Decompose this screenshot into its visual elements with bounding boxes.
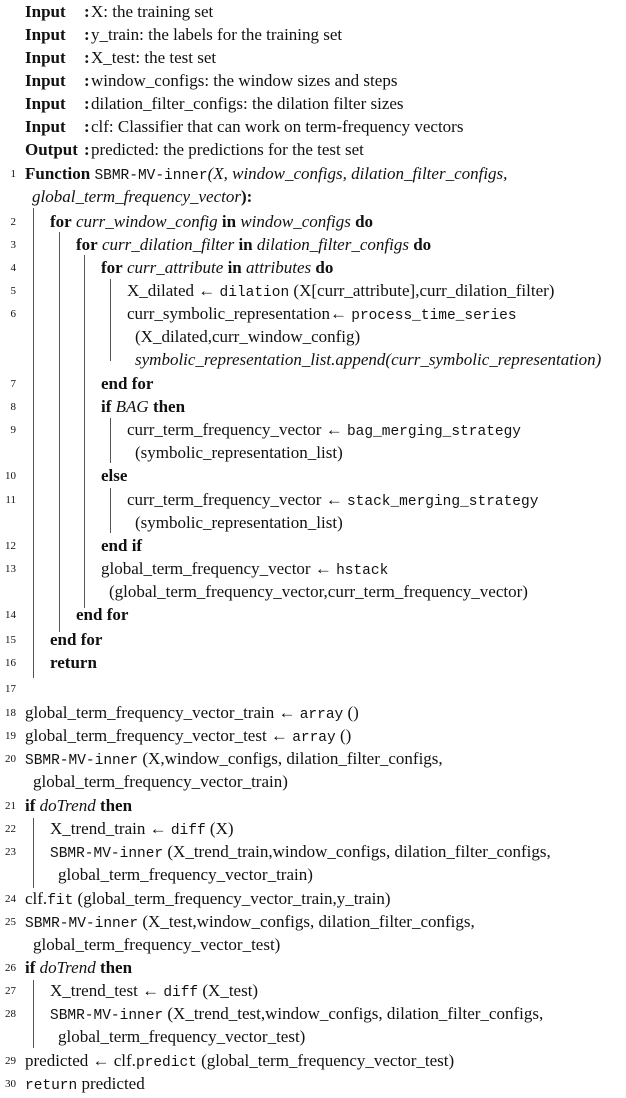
keyword: for <box>76 235 98 254</box>
statement: (X_trend_train,window_configs, dilation_filter_configs, <box>163 842 551 861</box>
line-number: 15 <box>5 634 16 646</box>
keyword: in <box>227 258 242 277</box>
indent-bar-level3 <box>84 255 85 608</box>
statement: (X_test,window_configs, dilation_filter_configs, <box>138 912 475 931</box>
line-number: 5 <box>10 285 16 297</box>
keyword: end for <box>50 630 103 649</box>
statement: predicted <box>77 1074 145 1093</box>
line-number: 20 <box>5 753 16 765</box>
line-number: 28 <box>5 1008 16 1020</box>
line-number: 19 <box>5 730 16 742</box>
statement: (X_test) <box>198 981 259 1000</box>
input-text: clf: Classifier that can work on term-frequency vectors <box>91 117 464 136</box>
statement: global_term_frequency_vector_test) <box>58 1027 306 1046</box>
function-args: (X, window_configs, dilation_filter_configs, <box>207 164 508 183</box>
input-label: Input <box>25 71 66 90</box>
colon: : <box>84 25 90 44</box>
function-call: dilation <box>219 285 290 301</box>
statement: curr_term_frequency_vector ← <box>127 420 347 439</box>
keyword-return: return <box>25 1078 78 1094</box>
keyword: if <box>25 958 36 977</box>
colon: : <box>84 117 90 136</box>
keyword: do <box>355 212 374 231</box>
variable: attributes <box>246 258 312 277</box>
function-args: global_term_frequency_vector <box>32 187 241 206</box>
indent-bar-level2 <box>59 232 60 632</box>
statement: clf. <box>25 889 48 908</box>
statement: (X,window_configs, dilation_filter_configs, <box>138 749 443 768</box>
output-text: predicted: the predictions for the test set <box>91 140 364 159</box>
colon: : <box>84 94 90 113</box>
function-call: stack_merging_strategy <box>346 494 539 510</box>
variable: curr_dilation_filter <box>101 235 235 254</box>
function-call: fit <box>47 893 74 909</box>
line-number: 21 <box>5 800 16 812</box>
statement: (X_trend_test,window_configs, dilation_filter_configs, <box>163 1004 544 1023</box>
line-number: 14 <box>5 609 16 621</box>
function-call: diff <box>170 823 206 839</box>
statement: () <box>343 703 359 722</box>
line-number: 26 <box>5 962 16 974</box>
function-call: bag_merging_strategy <box>346 424 521 440</box>
line-number: 23 <box>5 846 16 858</box>
statement: (X_dilated,curr_window_config) <box>135 327 361 346</box>
colon: : <box>84 71 90 90</box>
statement: (X) <box>205 819 234 838</box>
input-label: Input <box>25 117 66 136</box>
statement: curr_symbolic_representation← <box>127 304 352 323</box>
input-label: Input <box>25 94 66 113</box>
keyword: in <box>238 235 253 254</box>
line-number: 30 <box>5 1078 16 1090</box>
statement: X_trend_train ← <box>50 819 171 838</box>
line-number: 8 <box>10 401 16 413</box>
line-number: 13 <box>5 563 16 575</box>
statement: global_term_frequency_vector_test ← <box>25 726 293 745</box>
colon: : <box>84 48 90 67</box>
keyword: return <box>50 653 97 672</box>
variable: dilation_filter_configs <box>256 235 409 254</box>
statement: global_term_frequency_vector_train ← <box>25 703 300 722</box>
statement: global_term_frequency_vector ← <box>101 559 337 578</box>
input-label: Input <box>25 48 66 67</box>
keyword: do <box>413 235 432 254</box>
indent-bar-level1 <box>33 208 34 678</box>
line-number: 12 <box>5 540 16 552</box>
statement: X_dilated ← <box>127 281 220 300</box>
line-number: 3 <box>10 239 16 251</box>
statement: (global_term_frequency_vector,curr_term_frequency_vector) <box>109 582 528 601</box>
line-number: 27 <box>5 985 16 997</box>
line-number: 7 <box>10 378 16 390</box>
function-call: SBMR-MV-inner <box>25 753 139 769</box>
keyword: Function <box>25 164 91 183</box>
variable: curr_attribute <box>126 258 224 277</box>
function-name: SBMR-MV-inner <box>94 168 208 184</box>
variable: window_configs <box>240 212 351 231</box>
input-text: X_test: the test set <box>91 48 217 67</box>
keyword: if <box>25 796 36 815</box>
line-number: 24 <box>5 893 16 905</box>
line-number: 16 <box>5 657 16 669</box>
punctuation: ): <box>240 187 253 206</box>
function-call: predict <box>135 1055 197 1071</box>
indent-bar-if-dotrend-test <box>33 980 34 1048</box>
function-call: SBMR-MV-inner <box>50 846 164 862</box>
function-call: SBMR-MV-inner <box>50 1008 164 1024</box>
function-call: hstack <box>336 563 389 579</box>
input-label: Input <box>25 2 66 21</box>
indent-bar-if-dotrend-train <box>33 818 34 888</box>
indent-bar-else <box>110 488 111 533</box>
line-number: 2 <box>10 216 16 228</box>
line-number: 10 <box>5 470 16 482</box>
statement: symbolic_representation_list.append(curr_symbolic_representation) <box>135 350 602 369</box>
keyword: for <box>50 212 72 231</box>
keyword: then <box>99 958 133 977</box>
keyword: for <box>101 258 123 277</box>
statement: (symbolic_representation_list) <box>135 513 343 532</box>
statement: global_term_frequency_vector_train) <box>58 865 313 884</box>
input-text: window_configs: the window sizes and steps <box>91 71 398 90</box>
line-number: 17 <box>5 683 16 695</box>
variable: curr_window_config <box>75 212 218 231</box>
input-text: X: the training set <box>91 2 214 21</box>
keyword: end if <box>101 536 143 555</box>
line-number: 6 <box>10 308 16 320</box>
function-call: process_time_series <box>351 308 517 324</box>
statement: global_term_frequency_vector_train) <box>33 772 288 791</box>
line-number: 4 <box>10 262 16 274</box>
variable: doTrend <box>39 958 96 977</box>
function-call: array <box>299 707 344 723</box>
keyword: else <box>101 466 128 485</box>
line-number: 11 <box>5 494 16 506</box>
statement: global_term_frequency_vector_test) <box>33 935 281 954</box>
line-number: 22 <box>5 823 16 835</box>
input-text: y_train: the labels for the training set <box>91 25 343 44</box>
input-text: dilation_filter_configs: the dilation filter sizes <box>91 94 404 113</box>
keyword: end for <box>76 605 129 624</box>
statement: predicted ← clf. <box>25 1051 136 1070</box>
line-number: 1 <box>10 168 16 180</box>
statement: () <box>335 726 352 745</box>
line-number: 25 <box>5 916 16 928</box>
indent-bar-if <box>110 418 111 463</box>
function-call: SBMR-MV-inner <box>25 916 139 932</box>
statement: X_trend_test ← <box>50 981 164 1000</box>
keyword: if <box>101 397 112 416</box>
colon: : <box>84 140 90 159</box>
keyword: in <box>221 212 237 231</box>
indent-bar-level4 <box>110 279 111 361</box>
statement: (global_term_frequency_vector_train,y_train) <box>73 889 391 908</box>
output-label: Output <box>25 140 78 159</box>
keyword: do <box>315 258 334 277</box>
line-number: 9 <box>10 424 16 436</box>
variable: BAG <box>115 397 149 416</box>
statement: (global_term_frequency_vector_test) <box>196 1051 455 1070</box>
keyword: then <box>152 397 186 416</box>
statement: (X[curr_attribute],curr_dilation_filter) <box>289 281 555 300</box>
line-number: 18 <box>5 707 16 719</box>
statement: curr_term_frequency_vector ← <box>127 490 347 509</box>
statement: (symbolic_representation_list) <box>135 443 343 462</box>
input-label: Input <box>25 25 66 44</box>
keyword: end for <box>101 374 154 393</box>
line-number: 29 <box>5 1055 16 1067</box>
variable: doTrend <box>39 796 96 815</box>
colon: : <box>84 2 90 21</box>
keyword: then <box>99 796 133 815</box>
function-call: array <box>292 730 336 746</box>
function-call: diff <box>163 985 199 1001</box>
